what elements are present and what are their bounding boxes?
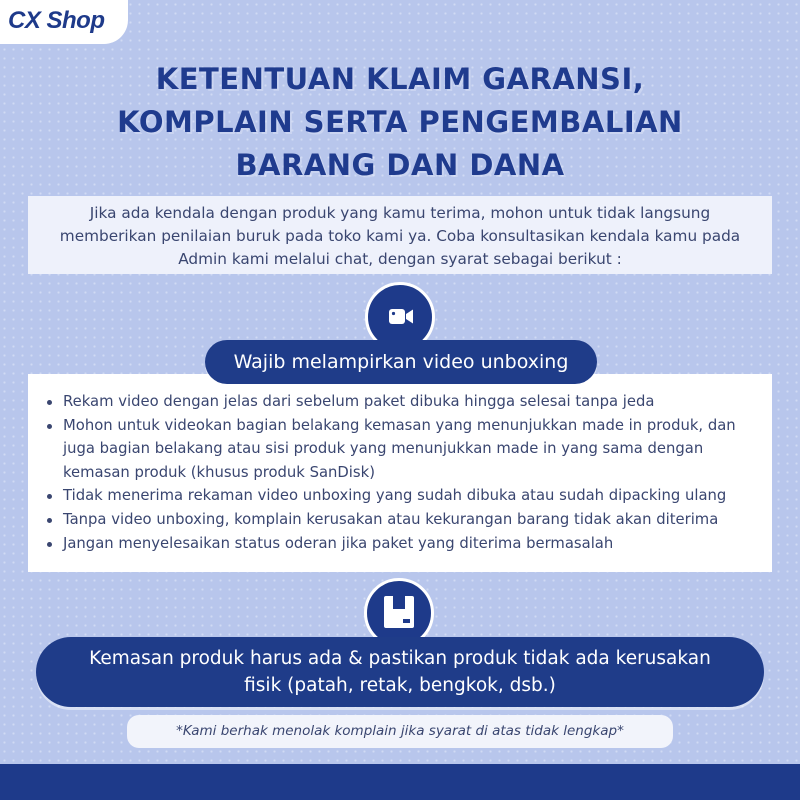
footer-band [0,764,800,800]
list-item: Jangan menyelesaikan status oderan jika paket yang diterima bermasalah [46,532,766,556]
packaging-line-2: fisik (patah, retak, bengkok, dsb.) [244,675,556,696]
video-unboxing-heading: Wajib melampirkan video unboxing [205,340,597,384]
intro-line-3: Admin kami melalui chat, dengan syarat sebagai berikut : [178,250,622,268]
intro-line-2: memberikan penilaian buruk pada toko kami ya. Coba konsultasikan kendala kamu pada [59,227,741,245]
requirements-list [46,390,766,555]
brand-logo: CX Shop [8,7,105,34]
intro-line-1: Jika ada kendala dengan produk yang kamu terima, mohon untuk tidak langsung [89,204,711,222]
list-item: Rekam video dengan jelas dari sebelum paket dibuka hingga selesai tanpa jeda [46,390,766,414]
title-line-1: KETENTUAN KLAIM GARANSI, [155,62,645,96]
logo-badge [0,0,128,44]
disclaimer-note: *Kami berhak menolak komplain jika syarat di atas tidak lengkap* [127,715,673,748]
title-line-2: KOMPLAIN SERTA PENGEMBALIAN [117,105,683,139]
packaging-requirement-banner [36,637,764,707]
packaging-line-1: Kemasan produk harus ada & pastikan produk tidak ada kerusakan [89,648,711,669]
list-item: Tanpa video unboxing, komplain kerusakan atau kekurangan barang tidak akan diterima [46,508,766,532]
list-item: Mohon untuk videokan bagian belakang kemasan yang menunjukkan made in produk, dan juga bagian belakang atau sisi produk yang menunjukkan made in yang sama dengan kemasan produk (khusus produk SanDisk) [46,414,766,485]
intro-text [28,196,772,271]
intro-panel [28,196,772,274]
title-line-3: BARANG DAN DANA [235,148,565,182]
list-item: Tidak menerima rekaman video unboxing yang sudah dibuka atau sudah dipacking ulang [46,484,766,508]
